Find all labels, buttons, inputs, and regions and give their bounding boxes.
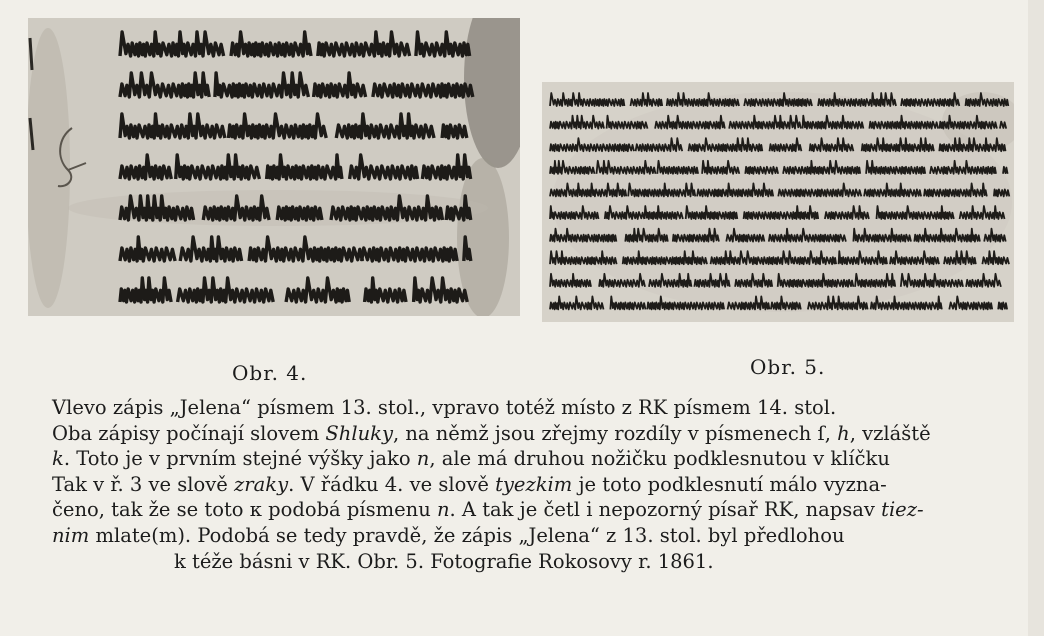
manuscript-script-14th-century [542, 82, 1014, 322]
script-word [120, 237, 175, 261]
italic-word: n [436, 498, 450, 522]
script-word [442, 125, 467, 138]
script-word [998, 302, 1007, 309]
script-word [180, 237, 241, 261]
script-line [120, 155, 471, 179]
italic-word: nim [52, 523, 90, 547]
manuscript-image-rk [542, 82, 1014, 322]
script-word [610, 296, 645, 309]
script-line [120, 278, 467, 302]
script-word [667, 93, 739, 106]
script-word [229, 114, 327, 138]
script-word [215, 73, 309, 97]
script-word [120, 73, 209, 97]
caption-line [52, 446, 1032, 472]
script-word [362, 248, 458, 261]
caption-paragraph [52, 395, 1032, 574]
caption-line [52, 497, 1032, 523]
italic-word: Shluky [325, 421, 393, 445]
italic-word: k [52, 447, 64, 471]
script-line [120, 114, 467, 138]
script-word [120, 155, 171, 179]
script-line [120, 237, 471, 261]
script-word [267, 155, 342, 179]
script-word [365, 278, 406, 302]
script-word [949, 296, 992, 309]
caption-line [52, 523, 1032, 549]
script-word [318, 32, 410, 56]
text-run: Oba zápisy počínají slovem [52, 421, 326, 445]
manuscript-image-jelena [28, 18, 520, 316]
script-word [277, 207, 322, 220]
text-run: . V řádku 4. ve slově [288, 472, 496, 496]
text-run: je toto podklesnutí málo vyzna- [572, 472, 887, 496]
caption-line [52, 472, 1032, 498]
script-word [416, 32, 470, 56]
script-line [120, 73, 473, 97]
script-word [550, 296, 604, 309]
script-word [631, 93, 663, 106]
caption-line [52, 421, 1032, 447]
script-word [286, 278, 349, 302]
script-word [176, 155, 260, 179]
script-word [550, 93, 624, 106]
script-word [901, 93, 959, 106]
script-word [550, 116, 604, 129]
page-edge [1028, 0, 1044, 636]
text-run: . A tak je četl i nepozorný písař RK, napsav [449, 498, 882, 522]
figure-4-caption: Obr. 4. [232, 361, 308, 385]
italic-word: tyezkim [495, 472, 573, 496]
script-word [249, 237, 362, 261]
script-word [966, 274, 1001, 287]
script-word [550, 274, 591, 287]
script-line [120, 32, 470, 56]
script-word [745, 167, 778, 174]
script-word [336, 114, 434, 138]
italic-word: zraky [234, 472, 289, 496]
text-run: k téže básni v RK. Obr. 5. Fotografie Rokosovy r. 1861. [174, 549, 714, 573]
text-run: . Toto je v prvním stejné výšky jako [63, 447, 417, 471]
text-run: , ale má druhou nožičku podklesnutou v klíčku [429, 447, 890, 471]
caption-line [52, 395, 1032, 421]
script-word [350, 155, 418, 179]
script-word [120, 278, 171, 302]
text-run: Vlevo zápis „Jelena“ písmem 13. stol., vpravo totéž místo z RK písmem 14. stol. [52, 396, 837, 419]
text-run: mlate(m). Podobá se tedy pravdě, že zápis „Jelena“ z 13. stol. byl předlohou [89, 523, 845, 547]
figure-5-caption: Obr. 5. [750, 355, 826, 379]
script-word [982, 251, 1009, 264]
script-word [231, 32, 311, 56]
manuscript-script-13th-century [28, 18, 520, 316]
script-word [314, 73, 366, 97]
script-word [1003, 167, 1008, 174]
italic-word: tiez- [881, 498, 924, 522]
script-word [120, 32, 224, 56]
script-word [422, 155, 470, 179]
text-run: , na němž jsou zřejmy rozdíly v písmenech ſ, [392, 421, 838, 445]
script-word [178, 278, 274, 302]
text-run: Tak v ř. 3 ve slově [52, 472, 235, 496]
script-word [373, 84, 473, 97]
italic-word: n [416, 447, 430, 471]
italic-word: h [837, 421, 850, 445]
text-run: čeno, tak že se toto κ podobá písmenu [52, 498, 437, 522]
text-run: , vzláště [849, 421, 931, 445]
script-word [414, 278, 468, 302]
caption-line [52, 549, 1032, 575]
parchment-stain [28, 28, 70, 308]
script-word [994, 189, 1009, 196]
script-word [120, 114, 225, 138]
